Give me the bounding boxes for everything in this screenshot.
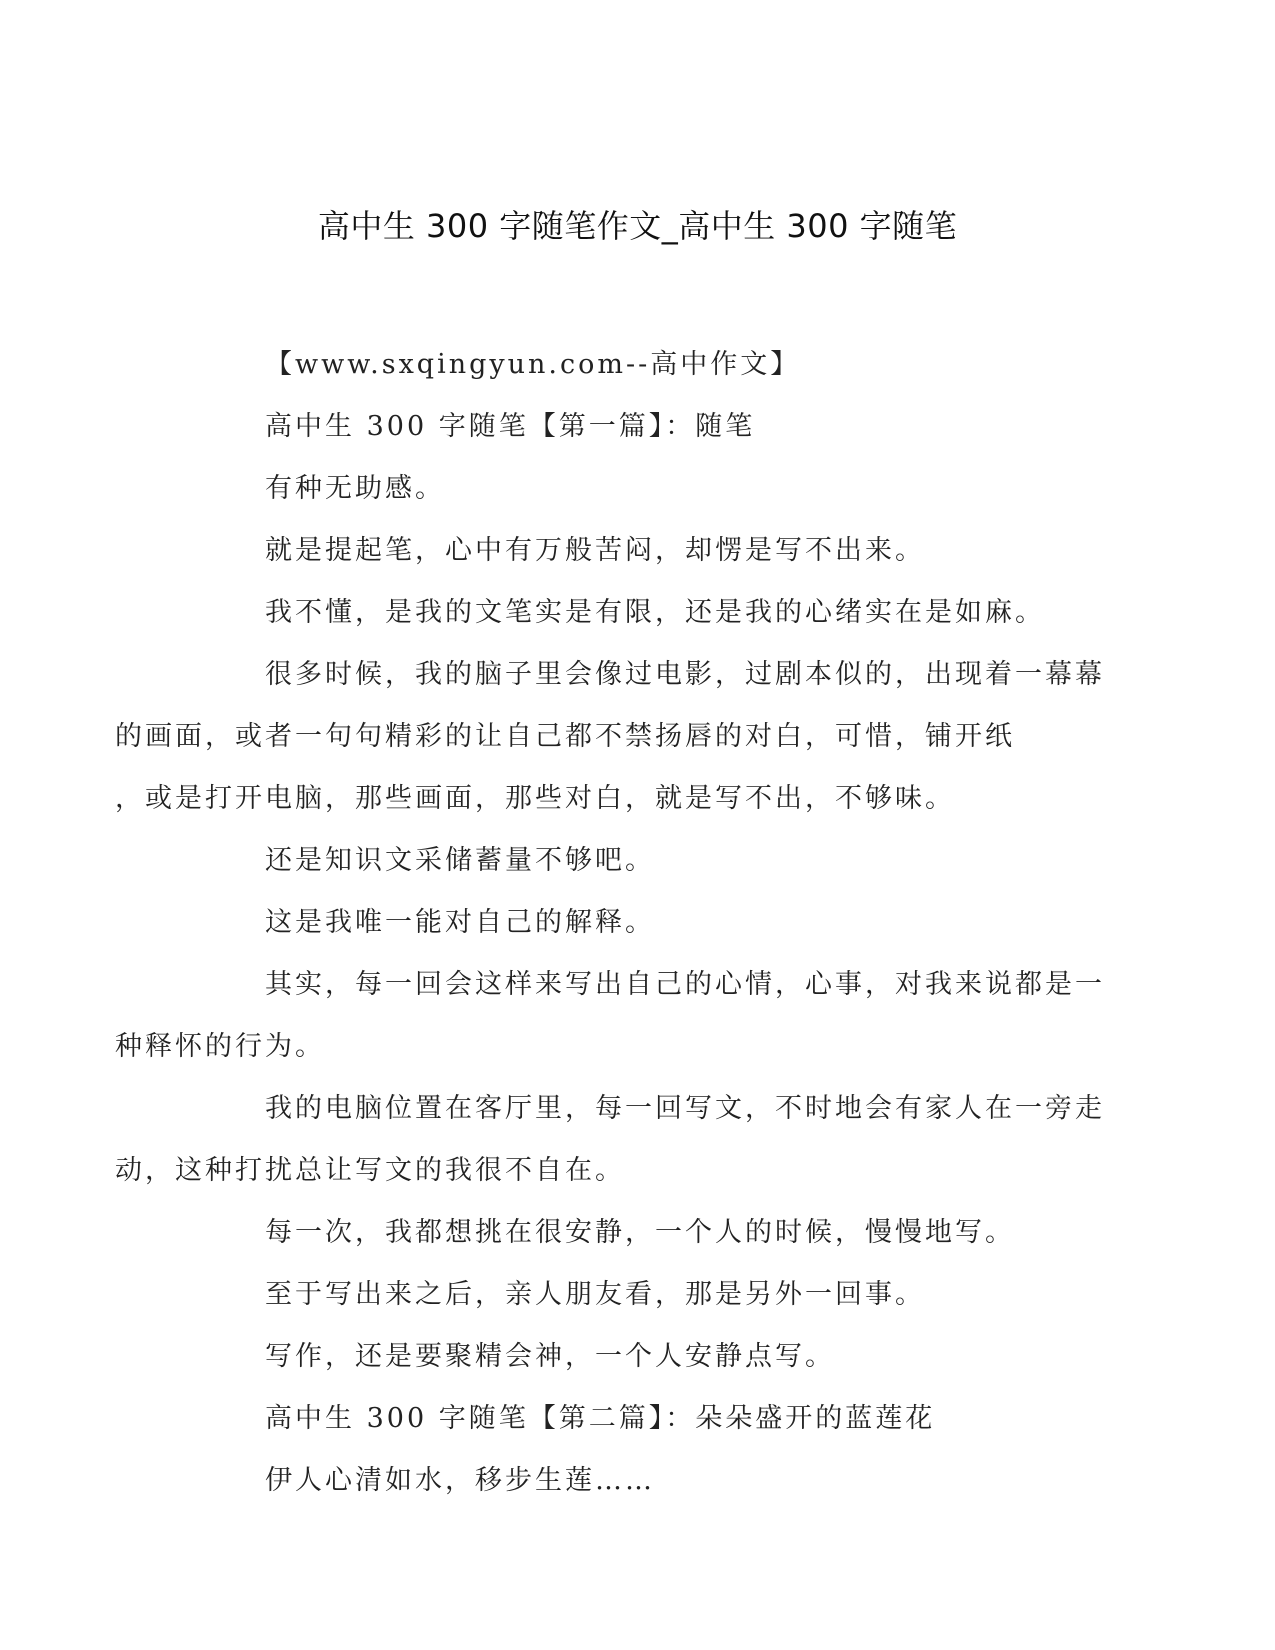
text-line: 每一次，我都想挑在很安静，一个人的时候，慢慢地写。: [265, 1217, 1015, 1248]
text-line: 我不懂，是我的文笔实是有限，还是我的心绪实在是如麻。: [265, 597, 1045, 628]
text-line: 【www.sxqingyun.com--高中作文】: [265, 349, 801, 380]
paragraph: [190, 892, 1090, 954]
paragraph: [190, 1450, 1090, 1512]
text-line: 这是我唯一能对自己的解释。: [265, 907, 655, 938]
paragraph: [190, 830, 1090, 892]
paragraph: [190, 1326, 1090, 1388]
text-line: 高中生 300 字随笔【第二篇】：朵朵盛开的蓝莲花: [265, 1403, 936, 1434]
text-line: 高中生 300 字随笔【第一篇】：随笔: [265, 411, 756, 442]
paragraph: [115, 644, 1105, 830]
paragraph: [190, 520, 1090, 582]
paragraph: [115, 1078, 1105, 1202]
text-line: 至于写出来之后，亲人朋友看，那是另外一回事。: [265, 1279, 925, 1310]
text-line: 有种无助感。: [265, 473, 445, 504]
section-heading-2: [190, 1388, 1090, 1450]
text-line: 还是知识文采储蓄量不够吧。: [265, 845, 655, 876]
section-heading-1: [190, 396, 1090, 458]
text-line: 伊人心清如水，移步生莲……: [265, 1465, 655, 1496]
paragraph: [190, 1264, 1090, 1326]
text-line: 动，这种打扰总让写文的我很不自在。: [115, 1155, 625, 1186]
text-line: 我的电脑位置在客厅里，每一回写文，不时地会有家人在一旁走: [265, 1093, 1105, 1124]
source-line: [190, 334, 1090, 396]
text-line: 其实，每一回会这样来写出自己的心情，心事，对我来说都是一: [265, 969, 1105, 1000]
document-title: 高中生 300 字随笔作文_高中生 300 字随笔: [317, 207, 958, 245]
text-line: 很多时候，我的脑子里会像过电影，过剧本似的，出现着一幕幕: [265, 659, 1105, 690]
document-body: [115, 334, 1105, 1512]
text-line: 种释怀的行为。: [115, 1031, 325, 1062]
text-line: ，或是打开电脑，那些画面，那些对白，就是写不出，不够味。: [115, 783, 955, 814]
text-line: 就是提起笔，心中有万般苦闷，却愣是写不出来。: [265, 535, 925, 566]
paragraph: [190, 458, 1090, 520]
text-line: 写作，还是要聚精会神，一个人安静点写。: [265, 1341, 835, 1372]
paragraph: [190, 582, 1090, 644]
paragraph: [190, 1202, 1090, 1264]
text-line: 的画面，或者一句句精彩的让自己都不禁扬唇的对白，可惜，铺开纸: [115, 721, 1015, 752]
paragraph: [115, 954, 1105, 1078]
